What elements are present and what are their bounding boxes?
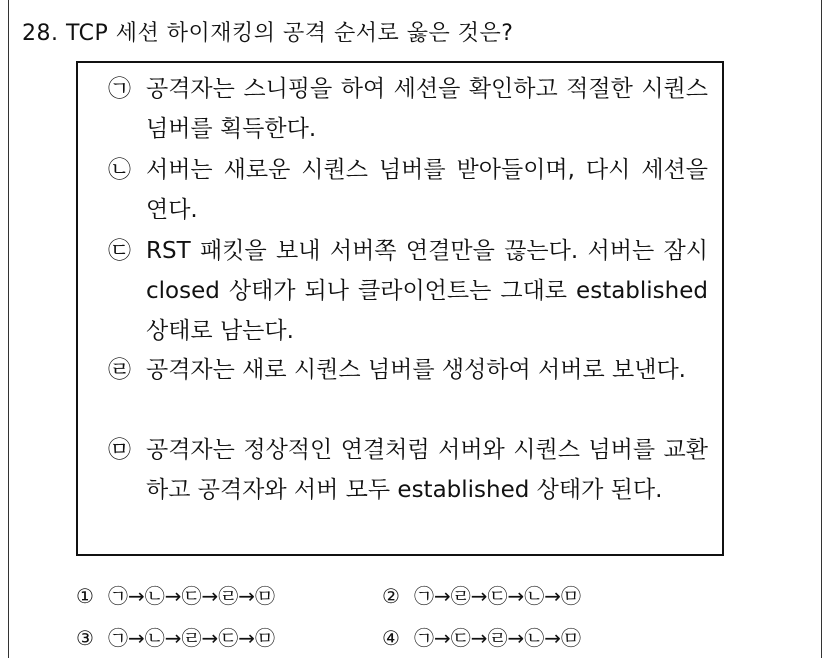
option-1-text: ㉠→㉡→㉢→㉣→㉤: [108, 584, 276, 608]
statement-1: [108, 69, 708, 149]
statement-3-mark: ㉢: [108, 238, 131, 264]
statement-5-mark: ㉤: [108, 437, 131, 463]
option-1[interactable]: [76, 580, 275, 609]
statement-2-mark: ㉡: [108, 157, 131, 183]
option-4-text: ㉠→㉢→㉣→㉡→㉤: [414, 626, 582, 650]
statement-1-text: 공격자는 스니핑을 하여 세션을 확인하고 적절한 시퀀스 넘버를 획득한다.: [146, 76, 708, 142]
option-2-number: ②: [382, 584, 400, 608]
option-1-number: ①: [76, 584, 94, 608]
statement-2: [108, 150, 708, 230]
option-3-number: ③: [76, 626, 94, 650]
statement-4-text: 공격자는 새로 시퀀스 넘버를 생성하여 서버로 보낸다.: [146, 357, 686, 383]
statement-4: [108, 350, 708, 390]
option-3[interactable]: [76, 622, 275, 651]
statement-4-mark: ㉣: [108, 357, 131, 383]
option-4[interactable]: [382, 622, 581, 651]
statement-5-text: 공격자는 정상적인 연결처럼 서버와 시퀀스 넘버를 교환하고 공격자와 서버 모두 established 상태가 된다.: [146, 437, 708, 503]
option-2[interactable]: [382, 580, 581, 609]
statement-1-mark: ㉠: [108, 76, 131, 102]
option-4-number: ④: [382, 626, 400, 650]
option-2-text: ㉠→㉣→㉢→㉡→㉤: [414, 584, 582, 608]
question-title: 28. TCP 세션 하이재킹의 공격 순서로 옳은 것은?: [22, 21, 514, 46]
statement-3-text: RST 패킷을 보내 서버쪽 연결만을 끊는다. 서버는 잠시 closed 상태가 되나 클라이언트는 그대로 established 상태로 남는다.: [146, 238, 708, 344]
statement-box: [76, 61, 724, 556]
statement-5: [108, 430, 708, 510]
statement-2-text: 서버는 새로운 시퀀스 넘버를 받아들이며, 다시 세션을 연다.: [146, 157, 708, 223]
option-3-text: ㉠→㉡→㉣→㉢→㉤: [108, 626, 276, 650]
statement-3: [108, 231, 708, 351]
